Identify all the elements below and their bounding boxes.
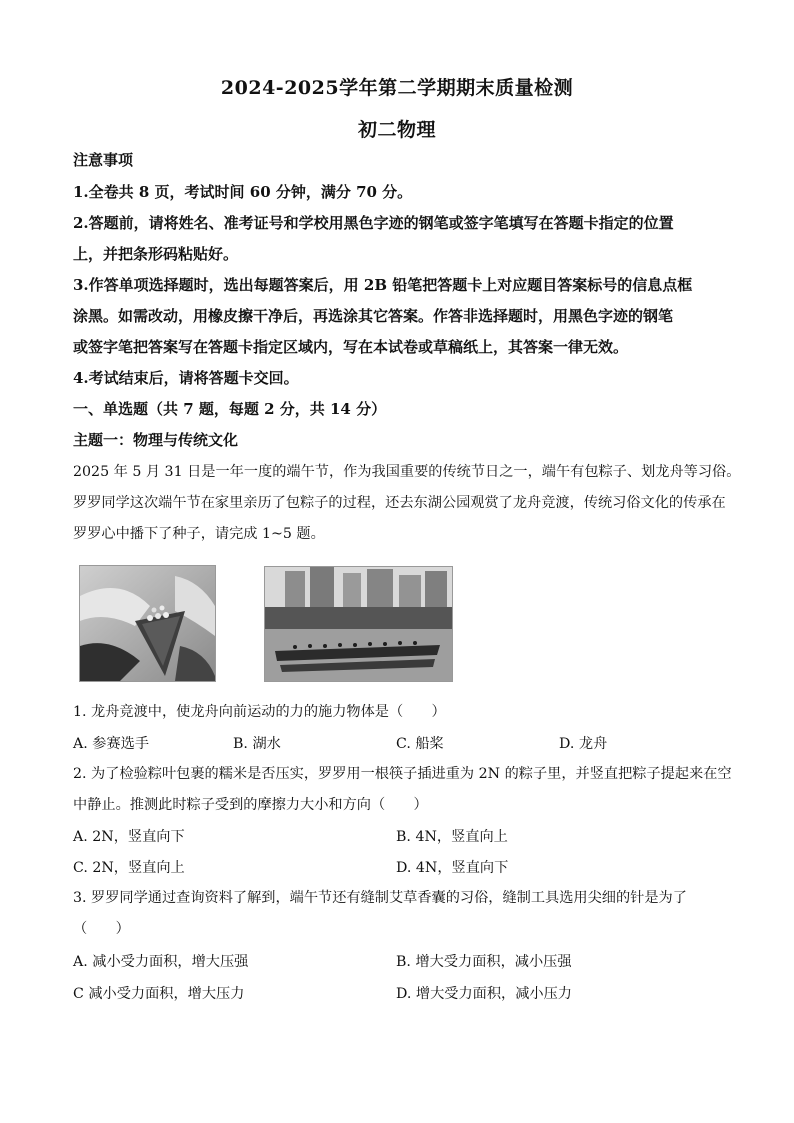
question-2-stem: 2. 为了检验粽叶包裹的糯米是否压实，罗罗用一根筷子插进重为 2N 的粽子里，并竖直把粽子提起来在空 bbox=[73, 766, 732, 782]
question-2-stem: 中静止。推测此时粽子受到的摩擦力大小和方向（ ） bbox=[73, 797, 428, 813]
intro-line: 罗罗心中播下了种子，请完成 1~5 题。 bbox=[73, 526, 325, 542]
q2-option-c: C. 2N，竖直向上 bbox=[73, 860, 185, 876]
theme-heading: 主题一：物理与传统文化 bbox=[73, 431, 239, 449]
question-3-stem: 3. 罗罗同学通过查询资料了解到，端午节还有缝制艾草香囊的习俗，缝制工具选用尖细的针是为了 bbox=[73, 890, 687, 906]
q1-option-c: C. 船桨 bbox=[396, 736, 444, 752]
section-heading: 一、单选题（共 7 题，每题 2 分，共 14 分） bbox=[73, 400, 387, 418]
q1-option-d: D. 龙舟 bbox=[559, 736, 608, 752]
note-line: 1.全卷共 8 页，考试时间 60 分钟，满分 70 分。 bbox=[73, 183, 413, 201]
q3-option-c: C 减小受力面积，增大压力 bbox=[73, 986, 245, 1002]
intro-line: 罗罗同学这次端午节在家里亲历了包粽子的过程，还去东湖公园观赏了龙舟竞渡，传统习俗文化的传承在 bbox=[73, 495, 726, 511]
intro-line: 2025 年 5 月 31 日是一年一度的端午节，作为我国重要的传统节日之一，端午有包粽子、划龙舟等习俗。 bbox=[73, 464, 741, 480]
exam-title: 2024-2025学年第二学期期末质量检测 bbox=[220, 77, 574, 99]
note-line: 4.考试结束后，请将答题卡交回。 bbox=[73, 369, 299, 387]
q1-option-a: A. 参赛选手 bbox=[73, 736, 150, 752]
zongzi-photo bbox=[79, 565, 216, 682]
q2-option-d: D. 4N，竖直向下 bbox=[396, 860, 509, 876]
note-line: 3.作答单项选择题时，选出每题答案后，用 2B 铅笔把答题卡上对应题目答案标号的信息点框 bbox=[73, 276, 693, 294]
note-line: 2.答题前，请将姓名、准考证号和学校用黑色字迹的钢笔或签字笔填写在答题卡指定的位置 bbox=[73, 214, 674, 232]
q3-option-b: B. 增大受力面积，减小压强 bbox=[396, 954, 572, 970]
q1-option-b: B. 湖水 bbox=[233, 736, 281, 752]
q3-option-a: A. 减小受力面积，增大压强 bbox=[73, 954, 249, 970]
dragon-boat-photo bbox=[264, 566, 453, 682]
q2-option-a: A. 2N，竖直向下 bbox=[73, 829, 185, 845]
question-1-stem: 1. 龙舟竞渡中，使龙舟向前运动的力的施力物体是（ ） bbox=[73, 704, 446, 720]
note-line: 上，并把条形码粘贴好。 bbox=[73, 245, 239, 263]
notes-heading: 注意事项 bbox=[73, 151, 134, 169]
question-3-stem: （ ） bbox=[73, 921, 130, 937]
q2-option-b: B. 4N，竖直向上 bbox=[396, 829, 508, 845]
subject-title: 初二物理 bbox=[357, 119, 436, 141]
note-line: 或签字笔把答案写在答题卡指定区域内，写在本试卷或草稿纸上，其答案一律无效。 bbox=[73, 338, 629, 356]
q3-option-d: D. 增大受力面积，减小压力 bbox=[396, 986, 572, 1002]
note-line: 涂黑。如需改动，用橡皮擦干净后，再选涂其它答案。作答非选择题时，用黑色字迹的钢笔 bbox=[73, 307, 674, 325]
